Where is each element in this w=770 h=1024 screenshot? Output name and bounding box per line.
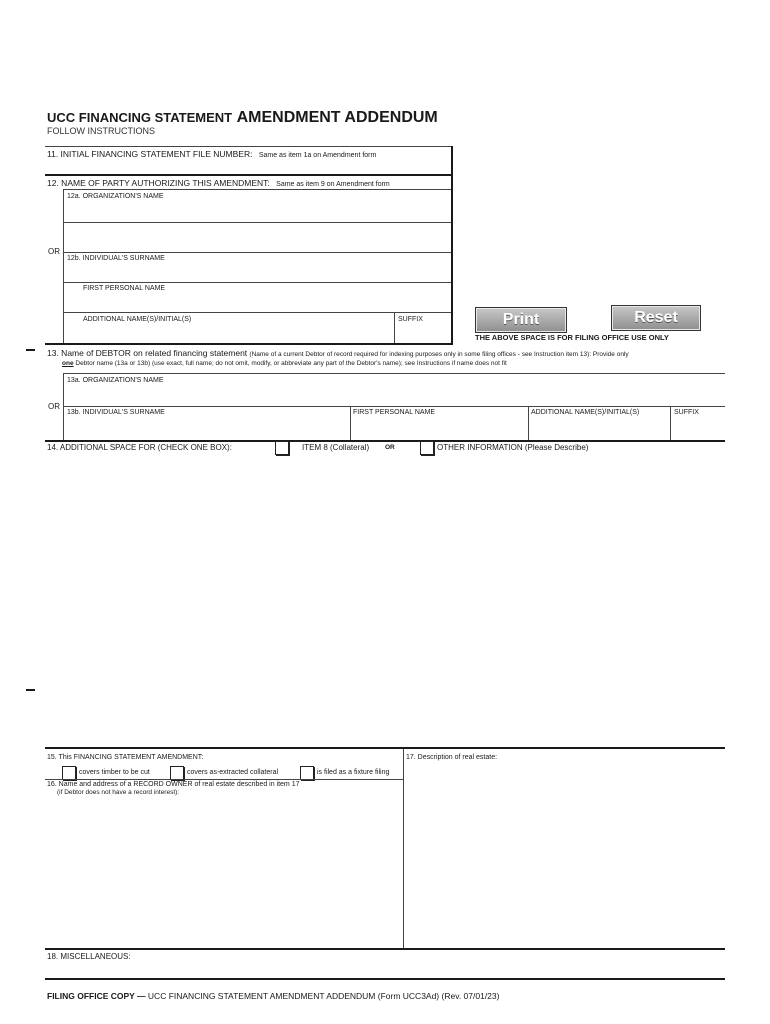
item15-opt1-label: covers timber to be cut (79, 769, 150, 776)
item18-bottom-line (45, 978, 725, 980)
item14-option1-label: ITEM 8 (Collateral) (302, 443, 370, 452)
item15-17-divider (403, 749, 404, 948)
item13-note2: Debtor name (13a or 13b) (use exact, full name; do not omit, modify, or abbreviate any part of the Debtor's name); see Instructions if name does not fit (75, 360, 507, 367)
item12-surname-top (63, 252, 451, 253)
item15-top-line (45, 747, 725, 749)
item11-note: Same as item 1a on Amendment form (258, 152, 377, 159)
item13-org-top (63, 373, 725, 374)
form-title-prefix: UCC FINANCING STATEMENT (47, 110, 233, 125)
item13-suffix-input[interactable] (674, 419, 726, 437)
item13-first-label: FIRST PERSONAL NAME (353, 409, 436, 416)
item11-label-text: 11. INITIAL FINANCING STATEMENT FILE NUMBER: (47, 149, 253, 159)
form-title (47, 110, 438, 126)
item16-top-line (45, 779, 403, 780)
item11-file-number-input[interactable] (47, 160, 451, 174)
item13-first-divider (350, 406, 351, 441)
item12a-label: 12a. ORGANIZATION'S NAME (67, 193, 164, 200)
item13-org-bottom (63, 406, 725, 407)
item14-label: 14. ADDITIONAL SPACE FOR (CHECK ONE BOX): (47, 443, 232, 452)
item13-suffix-label: SUFFIX (674, 409, 699, 416)
item11-right-border (451, 146, 453, 174)
item12-right-border (451, 176, 453, 344)
item18-label: 18. MISCELLANEOUS: (47, 952, 131, 961)
item12-first-name-input[interactable] (83, 295, 451, 311)
item13-additional-name-input[interactable] (531, 419, 671, 437)
filing-office-note: THE ABOVE SPACE IS FOR FILING OFFICE USE ONLY (475, 333, 669, 342)
item12-first-top (63, 282, 451, 283)
item13-note-line2 (62, 361, 507, 368)
item12a-org-name-input[interactable] (67, 203, 451, 223)
item12-label-text: 12. NAME OF PARTY AUTHORIZING THIS AMENDMENT: (47, 178, 270, 188)
item12-label (47, 179, 390, 188)
item14-option2-label: OTHER INFORMATION (Please Describe) (437, 443, 589, 452)
footer-bold: FILING OFFICE COPY — (47, 991, 146, 1001)
item12-note: Same as item 9 on Amendment form (276, 181, 390, 188)
item13-or-label: OR (48, 402, 60, 411)
item12-bottom-line (45, 343, 453, 345)
follow-instructions: FOLLOW INSTRUCTIONS (47, 126, 156, 136)
item13-first-name-input[interactable] (353, 419, 529, 437)
reset-button[interactable]: Reset (611, 305, 701, 331)
margin-tick-upper (26, 349, 35, 351)
item13a-label: 13a. ORGANIZATION'S NAME (67, 377, 164, 384)
item13-bottom-line (45, 440, 725, 442)
item17-label: 17. Description of real estate: (406, 754, 498, 761)
item13-suffix-divider (670, 406, 671, 441)
item12-or-label: OR (48, 247, 60, 256)
item12-first-label: FIRST PERSONAL NAME (83, 285, 166, 292)
item16-record-owner-input[interactable] (47, 800, 403, 948)
item13-note1: (Name of a current Debtor of record required for indexing purposes only in some filing offices - see Instruction item 13): Provide only (249, 351, 629, 358)
item12-suffix-label: SUFFIX (398, 316, 423, 323)
item14-other-info-checkbox[interactable] (420, 441, 434, 455)
item12-org-top (63, 189, 451, 190)
item16-sub-label: (if Debtor does not have a record interest): (57, 789, 180, 796)
print-button[interactable]: Print (475, 307, 567, 333)
item11-label (47, 150, 376, 159)
item13-one: one (62, 360, 74, 367)
item18-miscellaneous-input[interactable] (47, 963, 726, 977)
item12-additional-label: ADDITIONAL NAME(S)/INITIAL(S) (83, 316, 192, 323)
item11-top-line (45, 146, 453, 147)
item15-as-extracted-checkbox[interactable] (170, 766, 184, 780)
item15-timber-checkbox[interactable] (62, 766, 76, 780)
form-title-suffix: AMENDMENT ADDENDUM (236, 109, 438, 126)
item12b-label: 12b. INDIVIDUAL'S SURNAME (67, 255, 165, 262)
item13a-org-name-input[interactable] (67, 387, 725, 405)
item14-collateral-checkbox[interactable] (275, 441, 289, 455)
item15-opt3-label: is filed as a fixture filing (317, 769, 390, 776)
item15-opt2-label: covers as-extracted collateral (187, 769, 279, 776)
margin-tick-lower (26, 689, 35, 691)
item12-suffix-divider (394, 312, 395, 344)
item18-top-line (45, 948, 725, 950)
item13-left-border (63, 373, 64, 441)
item13b-surname-input[interactable] (67, 419, 351, 437)
item12-left-border (63, 189, 64, 344)
item12-additional-top (63, 312, 451, 313)
item15-label: 15. This FINANCING STATEMENT AMENDMENT: (47, 754, 204, 761)
item17-real-estate-input[interactable] (407, 765, 727, 948)
item15-fixture-filing-checkbox[interactable] (300, 766, 314, 780)
item13-label (47, 349, 629, 359)
item13-label-text: 13. Name of DEBTOR on related financing statement (47, 348, 248, 358)
item13-additional-label: ADDITIONAL NAME(S)/INITIAL(S) (531, 409, 640, 416)
item13-additional-divider (528, 406, 529, 441)
item12-org-bottom (63, 222, 451, 223)
item14-or-label: OR (385, 444, 395, 451)
footer (47, 992, 499, 1001)
item14-additional-space-input[interactable] (47, 458, 726, 747)
item12-suffix-input[interactable] (398, 326, 452, 342)
item12b-surname-input[interactable] (67, 265, 451, 283)
footer-text: UCC FINANCING STATEMENT AMENDMENT ADDENDUM (Form UCC3Ad) (Rev. 07/01/23) (147, 991, 500, 1001)
item12-additional-name-input[interactable] (83, 326, 395, 342)
item13b-label: 13b. INDIVIDUAL'S SURNAME (67, 409, 165, 416)
item16-label: 16. Name and address of a RECORD OWNER of real estate described in item 17 (47, 781, 300, 788)
item11-bottom-line (45, 174, 453, 176)
